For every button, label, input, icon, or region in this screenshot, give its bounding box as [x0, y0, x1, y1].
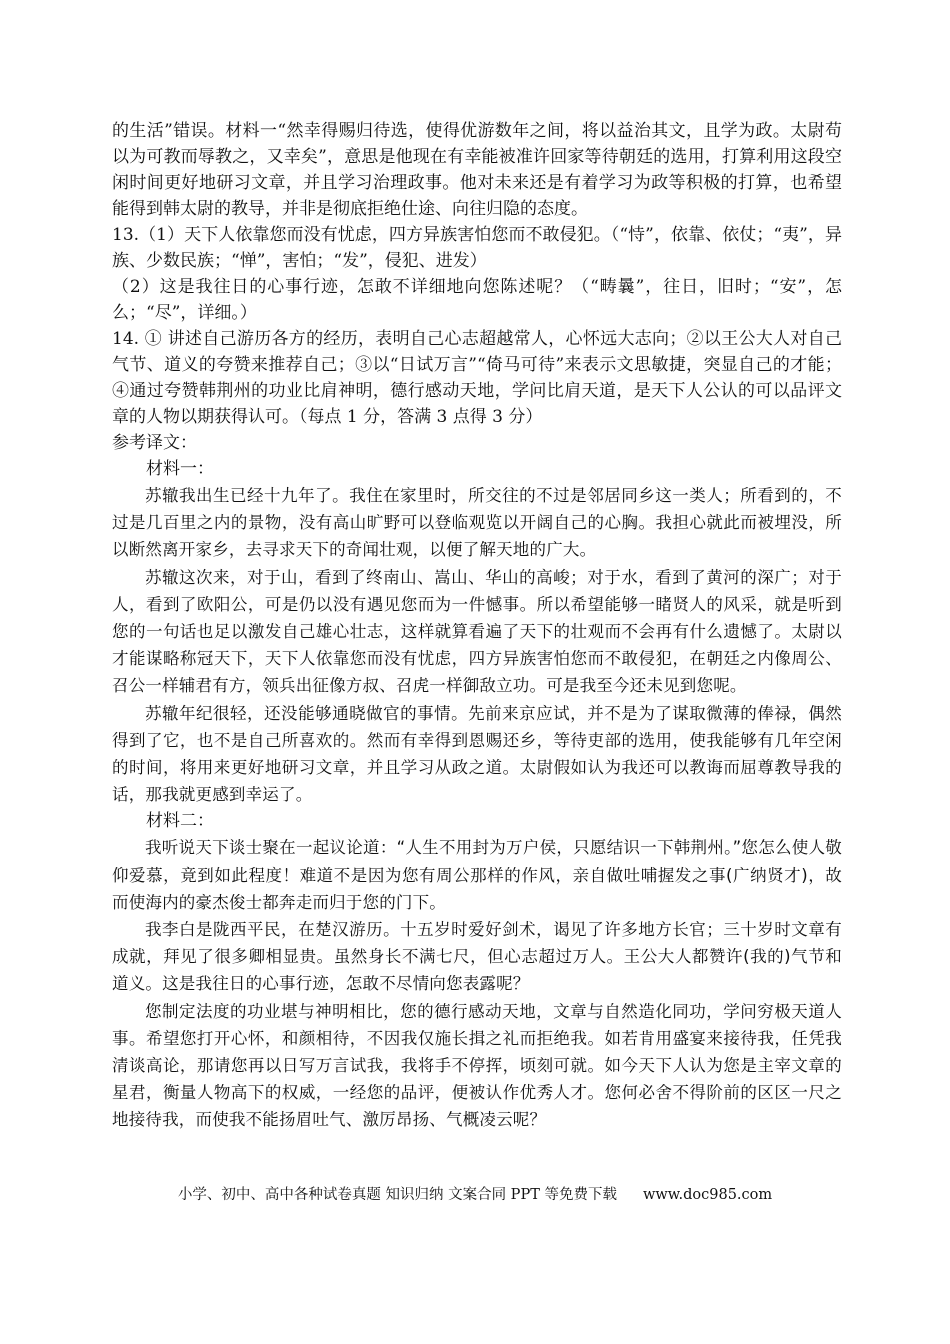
material2-paragraph: 我李白是陇西平民，在楚汉游历。十五岁时爱好剑术，谒见了许多地方长官；三十岁时文章有成就，拜见了很多卿相显贵。虽然身长不满七尺，但心志超过万人。王公大人都赞许(我的)气节和道义。这是我往日的心事行迹，怎敢不尽情向您表露呢？ [112, 920, 842, 994]
material2-label: 材料二： [146, 811, 214, 832]
material1-label: 材料一： [146, 459, 214, 479]
material1-paragraph: 苏辙这次来，对于山，看到了终南山、嵩山、华山的高峻；对于水，看到了黄河的深广；对于人，看到了欧阳公，可是仍以没有遇见您而为一件憾事。所以希望能够一睹贤人的风采，就是听到您的一句话也足以激发自己雄心壮志，这样就算看遍了天下的壮观而不会再有什么遗憾了。太尉以才能谋略称冠天下，天下人依靠您而没有忧虑，四方异族害怕您而不敢侵犯，在朝廷之内像周公、召公一样辅君有方，领兵出征像方叔、召虎一样御敌立功。可是我至今还未见到您呢。 [112, 567, 842, 696]
answer-13-part1: 13.（1）天下人依靠您而没有忧虑，四方异族害怕您而不敢侵犯。（“恃”，依靠、依仗；“夷”，异族、少数民族；“惮”，害怕；“发”，侵犯、进发） [112, 225, 842, 271]
material2-paragraph: 您制定法度的功业堪与神明相比，您的德行感动天地，文章与自然造化同功，学问穷极天道人事。希望您打开心怀，和颜相待，不因我仅施长揖之礼而拒绝我。如若肯用盛宴来接待我，任凭我清谈高论，那请您再以日写万言试我，我将手不停挥，顷刻可就。如今天下人认为您是主宰文章的星君，衡量人物高下的权威，一经您的品评，便被认作优秀人才。您何必舍不得阶前的区区一尺之地接待我，而使我不能扬眉吐气、激厉昂扬、气概凌云呢？ [112, 1001, 842, 1130]
answer-12-continuation: 的生活”错误。材料一“然幸得赐归待选，使得优游数年之间，将以益治其文，且学为政。太尉苟以为可教而辱教之，又幸矣”，意思是他现在有幸能被准许回家等待朝廷的选用，打算利用这段空闲时间更好地研习文章，并且学习治理政事。他对未来还是有着学习为政等积极的打算，也希望能得到韩太尉的教导，并非是彻底拒绝仕途、向往归隐的态度。 [112, 121, 842, 219]
material2-paragraph: 我听说天下谈士聚在一起议论道：“人生不用封为万户侯，只愿结识一下韩荆州。”您怎么使人敬仰爱慕，竟到如此程度！难道不是因为您有周公那样的作风，亲自做吐哺握发之事(广纳贤才)，故而使海内的豪杰俊士都奔走而归于您的门下。 [112, 838, 842, 912]
material1-paragraph: 苏辙年纪很轻，还没能够通晓做官的事情。先前来京应试，并不是为了谋取微薄的俸禄，偶然得到了它，也不是自己所喜欢的。然而有幸得到恩赐还乡，等待吏部的选用，使我能够有几年空闲的时间，将用来更好地研习文章，并且学习从政之道。太尉假如认为我还可以教诲而屈尊教导我的话，那我就更感到幸运了。 [112, 703, 842, 805]
answer-14: 14. ① 讲述自己游历各方的经历，表明自己心志超越常人，心怀远大志向；②以王公大人对自己气节、道义的夸赞来推荐自己；③以“日试万言”“倚马可待”来表示文思敏捷，突显自己的才能；④通过夸赞韩荆州的功业比肩神明，德行感动天地，学问比肩天道，是天下人公认的可以品评文章的人物以期获得认可。（每点 1 分，答满 3 点得 3 分） [112, 329, 842, 427]
translation-heading: 参考译文： [112, 433, 197, 453]
page-footer [0, 1183, 950, 1204]
document-page [112, 118, 842, 1134]
footer-text: 小学、初中、高中各种试卷真题 知识归纳 文案合同 PPT 等免费下载 [177, 1187, 617, 1203]
material1-paragraph: 苏辙我出生已经十九年了。我住在家里时，所交往的不过是邻居同乡这一类人；所看到的，不过是几百里之内的景物，没有高山旷野可以登临观览以开阔自己的心胸。我担心就此而被埋没，所以断然离开家乡，去寻求天下的奇闻壮观，以便了解天地的广大。 [112, 486, 842, 560]
answer-13-part2: （2）这是我往日的心事行迹，怎敢不详细地向您陈述呢？（“畴曩”，往日，旧时；“安”，怎么；“尽”，详细。） [112, 277, 842, 323]
footer-url[interactable]: www.doc985.com [642, 1187, 773, 1203]
